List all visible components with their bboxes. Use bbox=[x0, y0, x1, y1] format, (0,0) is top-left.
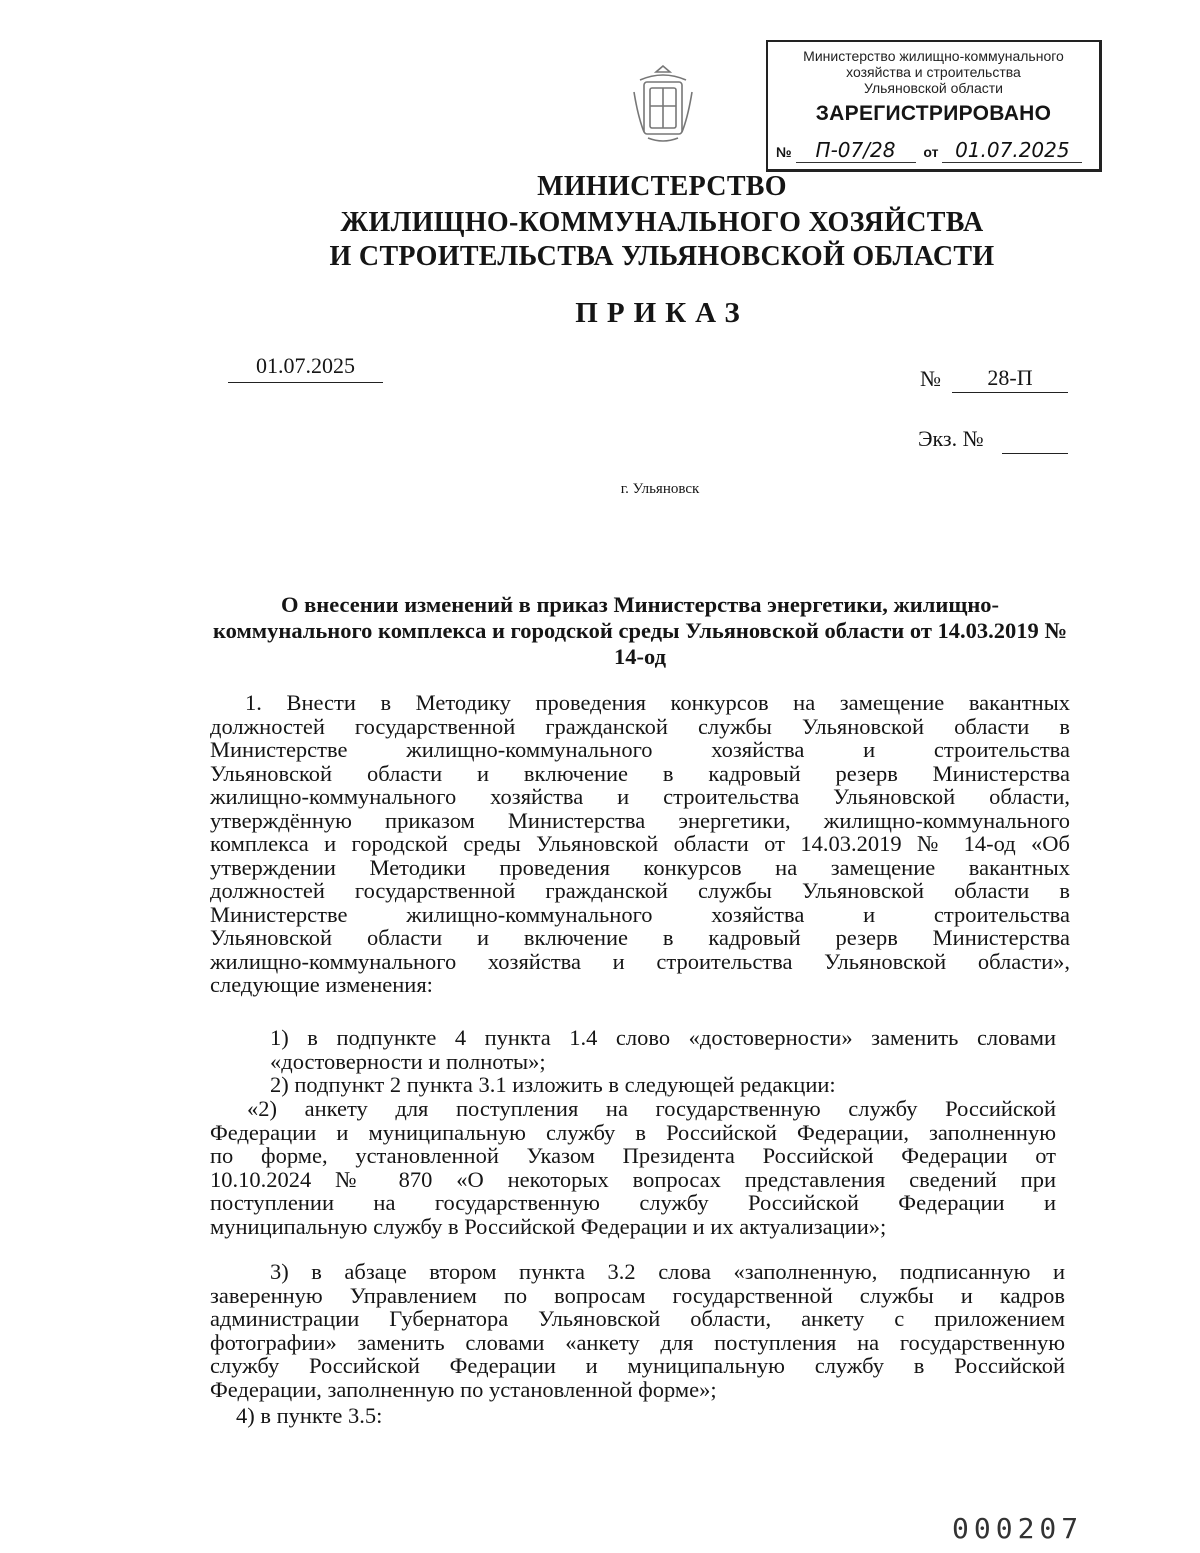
order-number: 28-П bbox=[952, 364, 1068, 393]
stamp-date-label: от bbox=[923, 144, 939, 160]
stamp-status: ЗАРЕГИСТРИРОВАНО bbox=[815, 102, 1052, 125]
document-type-heading: ПРИКАЗ bbox=[575, 297, 749, 329]
subitem-2-new-wording bbox=[210, 1097, 1056, 1238]
paragraph-line: 3) в абзаце втором пункта 3.2 слова «заполненную, подписанную и bbox=[270, 1259, 1065, 1284]
paragraph-line: администрации Губернатора Ульяновской области, анкету с приложением bbox=[210, 1306, 1065, 1331]
order-date: 01.07.2025 bbox=[228, 352, 383, 383]
ministry-title-line-2: ЖИЛИЩНО-КОММУНАЛЬНОГО ХОЗЯЙСТВА bbox=[340, 207, 984, 238]
paragraph-line: следующие изменения: bbox=[210, 972, 433, 997]
paragraph-line: 1) в подпункте 4 пункта 1.4 слово «достоверности» заменить словами bbox=[270, 1025, 1056, 1050]
paragraph-line: утверждении Методики проведения конкурсов на замещение вакантных bbox=[210, 854, 1070, 880]
ministry-title-line-3: И СТРОИТЕЛЬСТВА УЛЬЯНОВСКОЙ ОБЛАСТИ bbox=[329, 241, 995, 272]
stamp-date-value: 01.07.2025 bbox=[942, 138, 1082, 163]
stamp-org-line-3: Ульяновской области bbox=[864, 80, 1003, 96]
subitem-1 bbox=[270, 1026, 1056, 1073]
paragraph-line: поступлении на государственную службу Российской Федерации и bbox=[210, 1190, 1056, 1215]
paragraph-line: муниципальную службу в Российской Федерации и их актуализации»; bbox=[210, 1213, 887, 1239]
order-number-label: № bbox=[920, 366, 941, 391]
paragraph-line: 10.10.2024 № 870 «О некоторых вопросах представления сведений при bbox=[210, 1166, 1056, 1192]
paragraph-line: Ульяновской области и включение в кадровый резерв Министерства bbox=[210, 925, 1070, 950]
paragraph-line: «2) анкету для поступления на государственную службу Российской bbox=[247, 1096, 1056, 1121]
paragraph-line: Министерстве жилищно-коммунального хозяйства и строительства bbox=[210, 737, 1070, 762]
paragraph-line: Министерстве жилищно-коммунального хозяйства и строительства bbox=[210, 901, 1070, 927]
paragraph-line: службу Российской Федерации и муниципальную службу в Российской bbox=[210, 1353, 1065, 1378]
paragraph-line: Федерации, заполненную по установленной форме»; bbox=[210, 1376, 717, 1402]
paragraph-line: жилищно-коммунального хозяйства и строительства Ульяновской области, bbox=[210, 784, 1070, 809]
copy-number-label: Экз. № bbox=[918, 426, 984, 451]
ministry-title-line-1: МИНИСТЕРСТВО bbox=[537, 171, 787, 202]
paragraph-line: 1. Внести в Методику проведения конкурсов на замещение вакантных bbox=[245, 690, 1070, 715]
subitem-4: 4) в пункте 3.5: bbox=[236, 1403, 383, 1428]
paragraph-line: фотографии» заменить словами «анкету для поступления на государственную bbox=[210, 1329, 1065, 1355]
stamp-number-value: П-07/28 bbox=[796, 138, 916, 163]
order-title: О внесении изменений в приказ Министерства энергетики, жилищно-коммунального комплекса и городской среды Ульяновской области от 14.03.2019 № 14-од bbox=[212, 592, 1068, 669]
page-serial-number: 000207 bbox=[952, 1512, 1084, 1545]
paragraph-line: комплекса и городской среды Ульяновской области от 14.03.2019 № 14-од «Об bbox=[210, 831, 1070, 856]
subitem-2: 2) подпункт 2 пункта 3.1 изложить в следующей редакции: bbox=[270, 1072, 836, 1097]
stamp-org-line-1: Министерство жилищно-коммунального bbox=[803, 48, 1064, 64]
registration-stamp bbox=[766, 40, 1102, 172]
paragraph-line: Федерации и муниципальную службу в Российской Федерации, заполненную bbox=[210, 1119, 1056, 1145]
paragraph-line: по форме, установленной Указом Президента Российской Федерации от bbox=[210, 1143, 1056, 1168]
stamp-number-row bbox=[776, 138, 1091, 166]
stamp-org-line-2: хозяйства и строительства bbox=[846, 64, 1021, 80]
paragraph-1 bbox=[210, 691, 1070, 997]
subitem-3 bbox=[210, 1260, 1065, 1401]
paragraph-line: Ульяновской области и включение в кадровый резерв Министерства bbox=[210, 760, 1070, 786]
coat-of-arms-emblem bbox=[628, 62, 698, 144]
city-line: г. Ульяновск bbox=[620, 481, 700, 497]
stamp-number-label: № bbox=[776, 144, 792, 160]
copy-number-blank bbox=[1002, 453, 1068, 454]
paragraph-line: жилищно-коммунального хозяйства и строительства Ульяновской области», bbox=[210, 948, 1070, 974]
paragraph-line: заверенную Управлением по вопросам государственной службы и кадров bbox=[210, 1282, 1065, 1308]
paragraph-line: должностей государственной гражданской службы Ульяновской области в bbox=[210, 713, 1070, 739]
paragraph-line: утверждённую приказом Министерства энергетики, жилищно-коммунального bbox=[210, 807, 1070, 833]
paragraph-line: «достоверности и полноты»; bbox=[270, 1048, 546, 1074]
paragraph-line: должностей государственной гражданской службы Ульяновской области в bbox=[210, 878, 1070, 903]
